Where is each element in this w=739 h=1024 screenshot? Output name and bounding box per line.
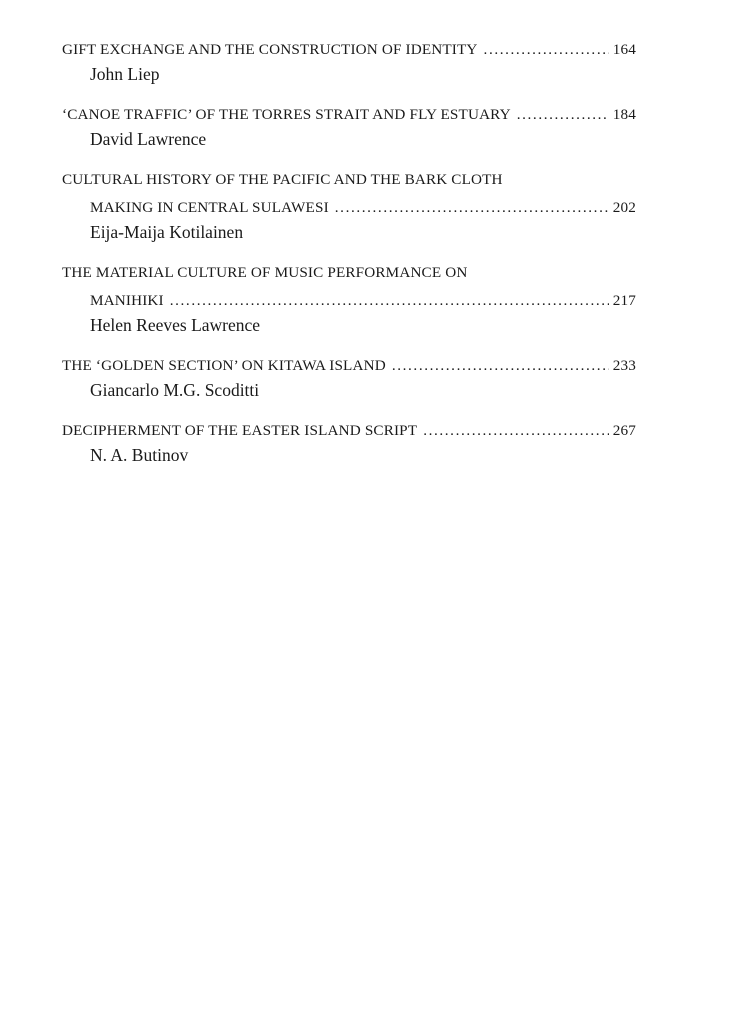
dot-leader bbox=[484, 39, 609, 61]
toc-page-number: 233 bbox=[612, 357, 636, 374]
toc-title: THE ‘GOLDEN SECTION’ ON KITAWA ISLAND bbox=[62, 357, 386, 374]
table-of-contents bbox=[62, 39, 636, 485]
toc-title-line bbox=[62, 104, 636, 126]
toc-title-line bbox=[62, 39, 636, 61]
toc-page-number: 164 bbox=[612, 41, 636, 58]
toc-author: Giancarlo M.G. Scoditti bbox=[90, 380, 260, 400]
dot-leader bbox=[423, 420, 609, 442]
dot-leader bbox=[392, 355, 609, 377]
toc-title-line bbox=[62, 355, 636, 377]
dot-leader bbox=[170, 290, 609, 312]
toc-title: THE MATERIAL CULTURE OF MUSIC PERFORMANCE ON bbox=[62, 264, 468, 281]
toc-title: DECIPHERMENT OF THE EASTER ISLAND SCRIPT bbox=[62, 422, 418, 439]
toc-entry bbox=[62, 262, 636, 337]
toc-title-line bbox=[62, 169, 636, 191]
toc-title-line bbox=[62, 420, 636, 442]
dot-leader bbox=[517, 104, 609, 126]
toc-page-number: 184 bbox=[612, 106, 636, 123]
toc-author: John Liep bbox=[90, 64, 160, 84]
toc-title: ‘CANOE TRAFFIC’ OF THE TORRES STRAIT AND FLY ESTUARY bbox=[62, 106, 511, 123]
toc-title-continued: MANIHIKI bbox=[90, 292, 164, 309]
dot-leader bbox=[335, 197, 609, 219]
toc-page-number: 202 bbox=[612, 199, 636, 216]
toc-entry bbox=[62, 169, 636, 244]
toc-author: Eija-Maija Kotilainen bbox=[90, 222, 244, 242]
toc-title: CULTURAL HISTORY OF THE PACIFIC AND THE BARK CLOTH bbox=[62, 171, 503, 188]
toc-title: GIFT EXCHANGE AND THE CONSTRUCTION OF IDENTITY bbox=[62, 41, 478, 58]
toc-entry bbox=[62, 39, 636, 86]
toc-author: David Lawrence bbox=[90, 129, 207, 149]
toc-entry bbox=[62, 355, 636, 402]
toc-title-line-continued bbox=[62, 197, 636, 219]
toc-page-number: 217 bbox=[612, 292, 636, 309]
toc-entry bbox=[62, 104, 636, 151]
toc-title-line bbox=[62, 262, 636, 284]
toc-title-line-continued bbox=[62, 290, 636, 312]
toc-title-continued: MAKING IN CENTRAL SULAWESI bbox=[90, 199, 329, 216]
toc-author: Helen Reeves Lawrence bbox=[90, 315, 261, 335]
toc-page-number: 267 bbox=[612, 422, 636, 439]
toc-author: N. A. Butinov bbox=[90, 445, 189, 465]
toc-entry bbox=[62, 420, 636, 467]
